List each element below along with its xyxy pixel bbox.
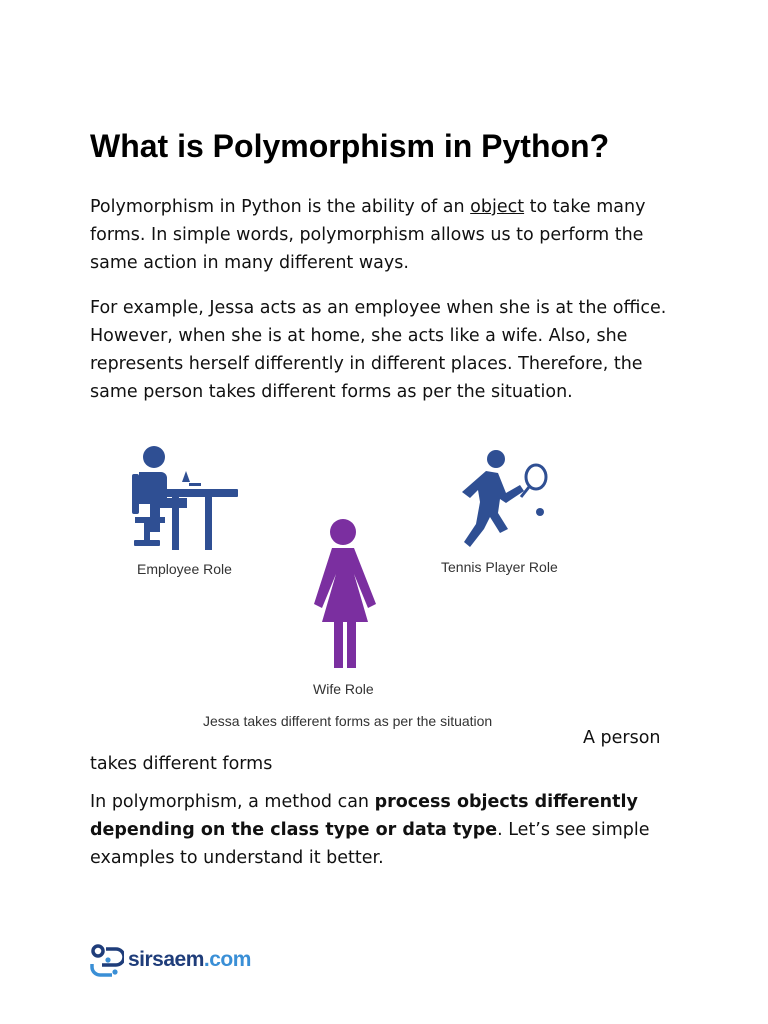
intro-text-before: Polymorphism in Python is the ability of an [90, 197, 471, 217]
sirsaem-logo-icon [88, 942, 124, 978]
intro-paragraph [90, 193, 690, 277]
tennis-player-icon [462, 450, 546, 547]
image-alt-text-start: A person [583, 728, 661, 748]
example-paragraph: For example, Jessa acts as an employee when she is at the office. However, when she is at home, she acts like a wife. Also, she represents herself differently in different places. Therefore, the same person takes different forms as per the situation. [90, 298, 667, 402]
image-alt-text-end: takes different forms [90, 754, 273, 774]
logo-text-main: sirsaem [128, 948, 204, 971]
intro-text-after: to take many forms. In simple words, polymorphism allows us to perform the same action in many different ways. [90, 197, 646, 273]
figure-caption: Jessa takes different forms as per the situation [203, 713, 493, 729]
logo-text-domain: .com [203, 948, 251, 971]
logo-text [128, 948, 251, 972]
tennis-role-label: Tennis Player Role [441, 559, 558, 575]
woman-icon [314, 519, 376, 668]
employee-desk-icon [132, 446, 238, 550]
page-title: What is Polymorphism in Python? [90, 128, 610, 164]
employee-role-label: Employee Role [137, 561, 232, 577]
object-link[interactable]: object [470, 197, 525, 217]
method-text-after: . Let’s see simple examples to understand it better. [90, 820, 650, 868]
method-text-before: In polymorphism, a method can [90, 792, 375, 812]
method-text-bold: process objects differently depending on the class type or data type [90, 792, 638, 840]
site-logo[interactable] [88, 940, 251, 980]
method-paragraph [90, 788, 690, 872]
wife-role-label: Wife Role [313, 681, 374, 697]
